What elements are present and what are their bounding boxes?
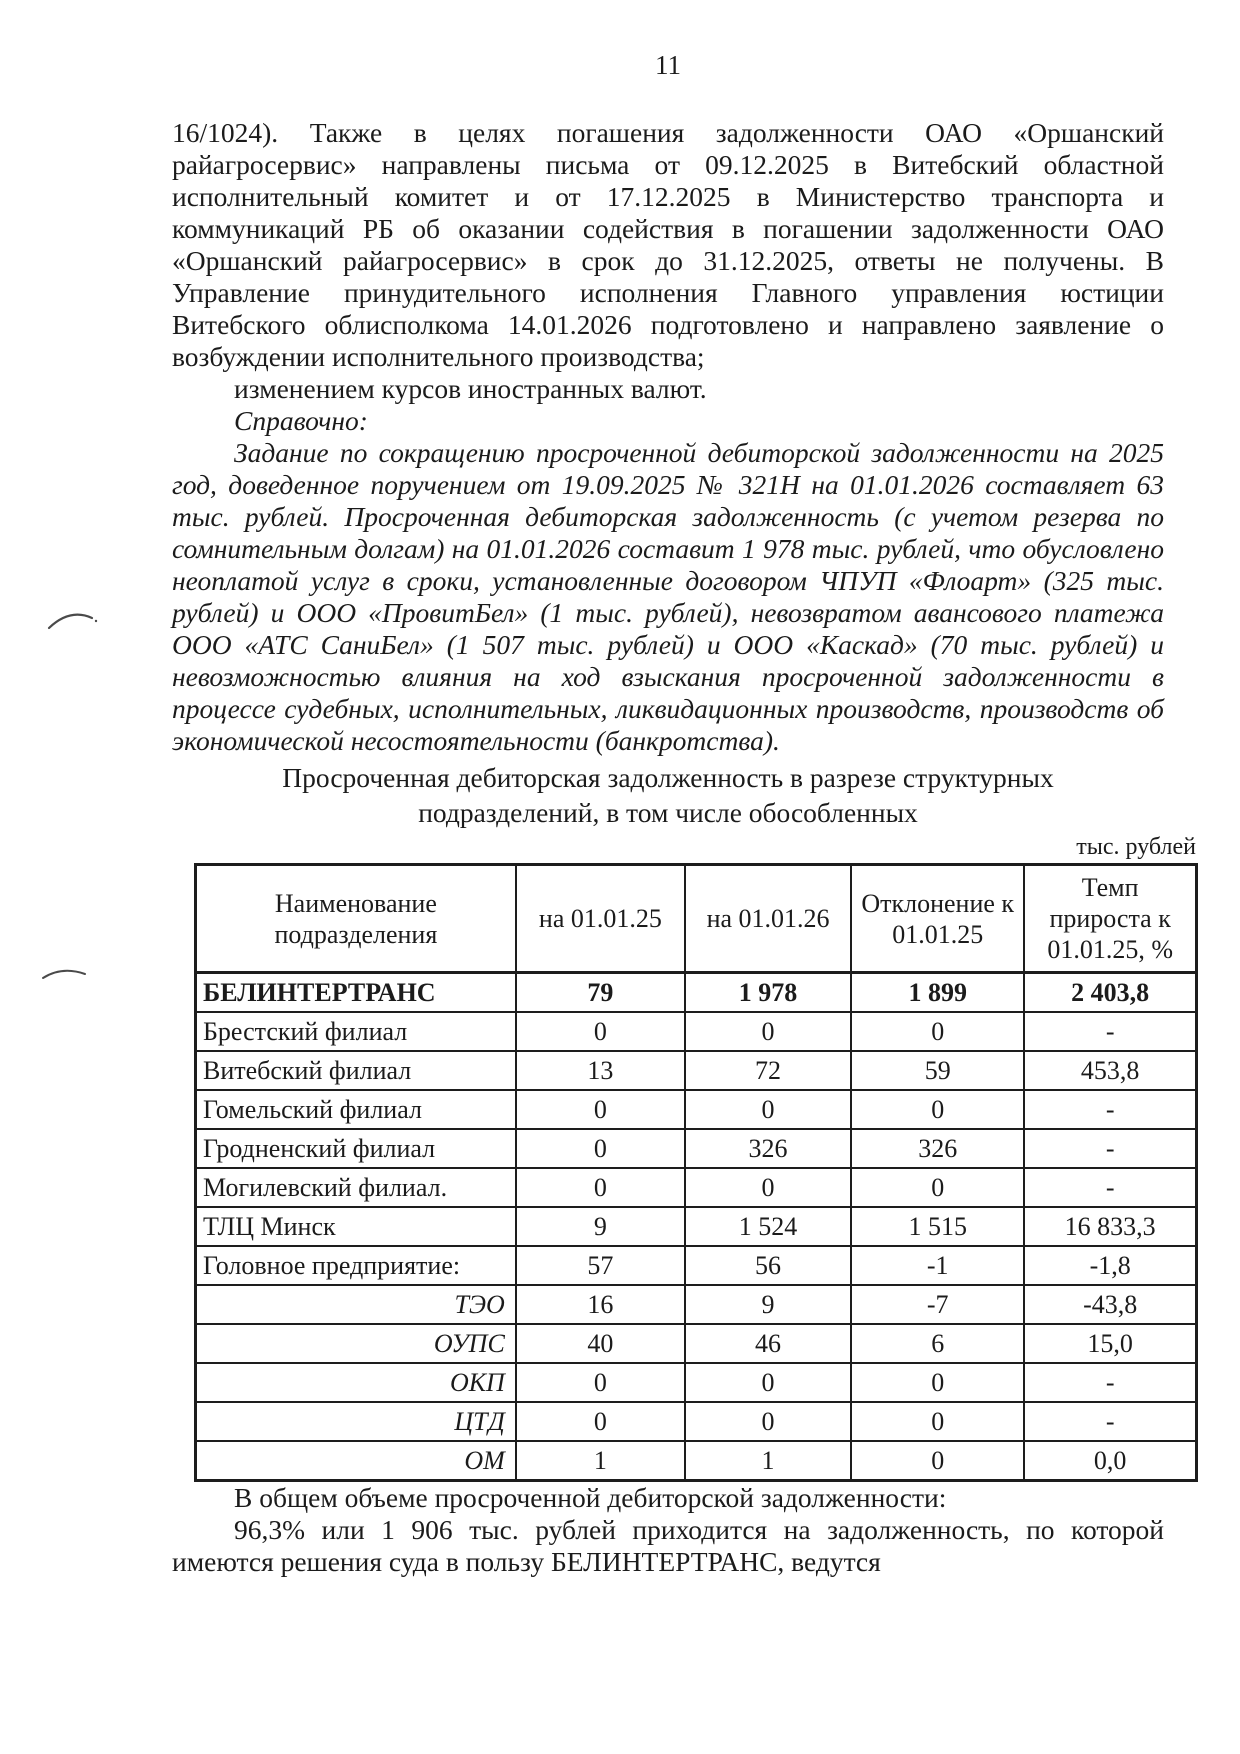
page-content: [172, 50, 1196, 1578]
cell-010125: 57: [516, 1246, 685, 1285]
debt-table: [194, 863, 1198, 1482]
cell-growth: -: [1024, 1168, 1196, 1207]
table-row: [196, 1129, 1197, 1168]
header-cell-010125: на 01.01.25: [516, 865, 685, 973]
cell-010126: 9: [685, 1285, 851, 1324]
table-row: [196, 1090, 1197, 1129]
cell-010126: 326: [685, 1129, 851, 1168]
cell-growth: -1,8: [1024, 1246, 1196, 1285]
table-row: [196, 973, 1197, 1013]
cell-name: ЦТД: [196, 1402, 516, 1441]
cell-010126: 1: [685, 1441, 851, 1481]
table-row: [196, 1363, 1197, 1402]
cell-010125: 0: [516, 1168, 685, 1207]
cell-010126: 1 524: [685, 1207, 851, 1246]
paragraph-debt-actions: 16/1024). Также в целях погашения задолженности ОАО «Оршанский райагросервис» направлены письма от 09.12.2025 в Витебский областной исполнительный комитет и от 17.12.2025 в Министерство транспорта и коммуникаций РБ об оказании содействия в погашении задолженности ОАО «Оршанский райагросервис» в срок до 31.12.2025, ответы не получены. В Управление принудительного исполнения Главного управления юстиции Витебского облисполкома 14.01.2026 подготовлено и направлено заявление о возбуждении исполнительного производства;: [172, 117, 1164, 372]
cell-growth: 16 833,3: [1024, 1207, 1196, 1246]
cell-010125: 0: [516, 1363, 685, 1402]
note-paragraph: Задание по сокращению просроченной дебиторской задолженности на 2025 год, доведенное поручением от 19.09.2025 № 321Н на 01.01.2026 составляет 63 тыс. рублей. Просроченная дебиторская задолженность (с учетом резерва по сомнительным долгам) на 01.01.2026 составит 1 978 тыс. рублей, что обусловлено неоплатой услуг в сроки, установленные договором ЧПУП «Флоарт» (325 тыс. рублей) и ООО «ПровитБел» (1 тыс. рублей), невозвратом авансового платежа ООО «АТС СаниБел» (1 507 тыс. рублей) и ООО «Каскад» (70 тыс. рублей) и невозможностью влияния на ход взыскания просроченной задолженности в процессе судебных, исполнительных, ликвидационных производств, производств об экономической несостоятельности (банкротства).: [172, 437, 1164, 756]
cell-growth: 0,0: [1024, 1441, 1196, 1481]
cell-deviation: 1 899: [851, 973, 1024, 1013]
cell-growth: 2 403,8: [1024, 973, 1196, 1013]
cell-name: Гродненский филиал: [196, 1129, 516, 1168]
table-row: [196, 1246, 1197, 1285]
cell-010125: 0: [516, 1012, 685, 1051]
cell-name: БЕЛИНТЕРТРАНС: [196, 973, 516, 1013]
cell-010125: 9: [516, 1207, 685, 1246]
cell-010125: 1: [516, 1441, 685, 1481]
cell-name: Могилевский филиал.: [196, 1168, 516, 1207]
cell-010125: 40: [516, 1324, 685, 1363]
cell-deviation: 59: [851, 1051, 1024, 1090]
note-label: Справочно:: [234, 405, 368, 436]
header-cell-name: Наименование подразделения: [196, 865, 516, 973]
cell-deviation: 1 515: [851, 1207, 1024, 1246]
cell-010125: 13: [516, 1051, 685, 1090]
cell-010126: 0: [685, 1363, 851, 1402]
paragraph-closing-intro: В общем объеме просроченной дебиторской задолженности:: [234, 1482, 947, 1513]
units-label: тыс. рублей: [1076, 834, 1196, 860]
cell-growth: -: [1024, 1363, 1196, 1402]
table-row: [196, 1012, 1197, 1051]
cell-name: Гомельский филиал: [196, 1090, 516, 1129]
cell-010126: 0: [685, 1168, 851, 1207]
cell-010126: 72: [685, 1051, 851, 1090]
header-cell-growth: Темп прироста к 01.01.25, %: [1024, 865, 1196, 973]
cell-deviation: -7: [851, 1285, 1024, 1324]
cell-010126: 56: [685, 1246, 851, 1285]
page-number: 11: [655, 50, 681, 80]
cell-name: Головное предприятие:: [196, 1246, 516, 1285]
cell-010126: 46: [685, 1324, 851, 1363]
cell-growth: -: [1024, 1090, 1196, 1129]
table-block: [194, 834, 1198, 1482]
paragraph-currency-change: изменением курсов иностранных валют.: [234, 373, 707, 404]
paragraph-closing-detail: 96,3% или 1 906 тыс. рублей приходится на задолженность, по которой имеются решения суда в пользу БЕЛИНТЕРТРАНС, ведутся: [172, 1514, 1164, 1577]
table-row: [196, 1402, 1197, 1441]
table-row: [196, 1441, 1197, 1481]
cell-growth: -: [1024, 1012, 1196, 1051]
cell-name: ОУПС: [196, 1324, 516, 1363]
header-cell-010126: на 01.01.26: [685, 865, 851, 973]
cell-010125: 79: [516, 973, 685, 1013]
cell-name: ТЛЦ Минск: [196, 1207, 516, 1246]
cell-name: ОКП: [196, 1363, 516, 1402]
table-row: [196, 1324, 1197, 1363]
debt-table-header: [196, 865, 1197, 973]
cell-growth: -: [1024, 1129, 1196, 1168]
cell-deviation: -1: [851, 1246, 1024, 1285]
cell-010126: 0: [685, 1402, 851, 1441]
cell-deviation: 0: [851, 1012, 1024, 1051]
cell-name: ОМ: [196, 1441, 516, 1481]
cell-010125: 0: [516, 1129, 685, 1168]
cell-010125: 0: [516, 1090, 685, 1129]
cell-name: Витебский филиал: [196, 1051, 516, 1090]
cell-growth: -43,8: [1024, 1285, 1196, 1324]
table-caption: Просроченная дебиторская задолженность в разрезе структурных подразделений, в том числе обособленных: [282, 762, 1054, 828]
cell-name: ТЭО: [196, 1285, 516, 1324]
table-row: [196, 1168, 1197, 1207]
table-row: [196, 1207, 1197, 1246]
debt-table-body: [196, 973, 1197, 1481]
cell-010125: 0: [516, 1402, 685, 1441]
table-row: [196, 1051, 1197, 1090]
cell-name: Брестский филиал: [196, 1012, 516, 1051]
cell-010126: 1 978: [685, 973, 851, 1013]
margin-pen-mark-2: [40, 960, 96, 990]
margin-pen-mark-1: [46, 606, 102, 636]
cell-growth: 15,0: [1024, 1324, 1196, 1363]
cell-deviation: 0: [851, 1090, 1024, 1129]
cell-deviation: 6: [851, 1324, 1024, 1363]
table-row: [196, 1285, 1197, 1324]
cell-deviation: 0: [851, 1363, 1024, 1402]
cell-010125: 16: [516, 1285, 685, 1324]
cell-deviation: 0: [851, 1168, 1024, 1207]
cell-deviation: 0: [851, 1402, 1024, 1441]
cell-growth: -: [1024, 1402, 1196, 1441]
cell-010126: 0: [685, 1090, 851, 1129]
header-cell-deviation: Отклонение к 01.01.25: [851, 865, 1024, 973]
cell-010126: 0: [685, 1012, 851, 1051]
cell-deviation: 326: [851, 1129, 1024, 1168]
cell-deviation: 0: [851, 1441, 1024, 1481]
cell-growth: 453,8: [1024, 1051, 1196, 1090]
